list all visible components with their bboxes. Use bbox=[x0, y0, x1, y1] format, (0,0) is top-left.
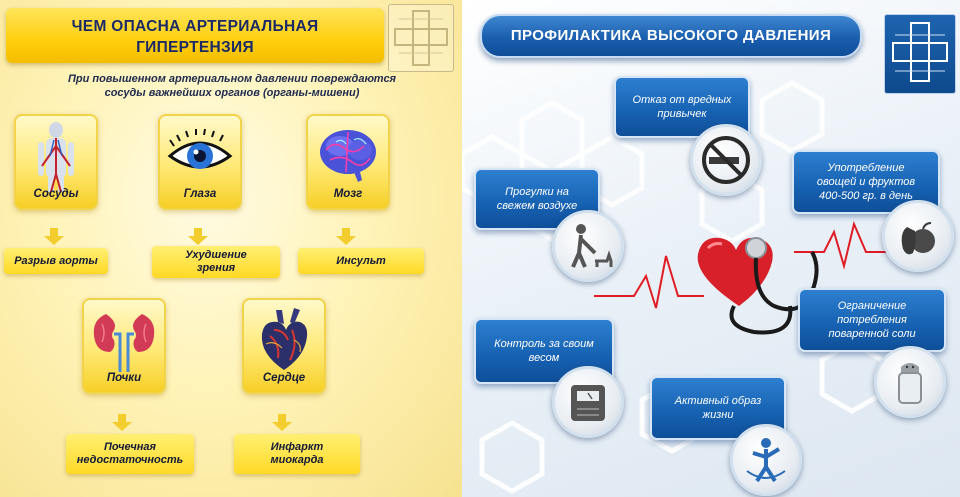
salt-shaker-icon bbox=[874, 346, 946, 418]
organ-label-brain: Мозг bbox=[333, 188, 363, 200]
item-text: весом bbox=[528, 352, 560, 364]
item-text: привычек bbox=[657, 108, 707, 120]
left-title-line1: ЧЕМ ОПАСНА АРТЕРИАЛЬНАЯ bbox=[71, 18, 319, 35]
organ-card-brain bbox=[306, 114, 390, 210]
fruit-vegetables-icon bbox=[882, 200, 954, 272]
result-text: миокарда bbox=[270, 454, 324, 466]
subtitle-line1: При повышенном артериальном давлении повреждаются bbox=[67, 73, 397, 85]
right-title-text: ПРОФИЛАКТИКА ВЫСОКОГО ДАВЛЕНИЯ bbox=[510, 27, 832, 44]
item-text: поваренной соли bbox=[828, 328, 916, 340]
result-aorta-rupture bbox=[4, 248, 108, 274]
subtitle-line2: сосуды важнейших органов (органы-мишени) bbox=[104, 87, 360, 99]
organ-card-eyes bbox=[158, 114, 242, 210]
right-title bbox=[480, 14, 862, 58]
result-text: зрения bbox=[196, 262, 236, 274]
item-text: 400-500 гр. в день bbox=[819, 190, 913, 202]
hypertension-dangers-panel bbox=[0, 0, 462, 497]
result-kidney-failure bbox=[66, 434, 194, 474]
organ-label-kidneys: Почки bbox=[106, 372, 142, 384]
item-text: Употребление bbox=[827, 162, 905, 174]
result-heart-attack bbox=[234, 434, 360, 474]
organ-card-vessels bbox=[14, 114, 98, 210]
result-text: недостаточность bbox=[76, 454, 184, 466]
health-center-logo bbox=[884, 14, 956, 94]
walking-person-icon bbox=[552, 210, 624, 282]
left-title bbox=[6, 8, 384, 63]
organ-card-heart bbox=[242, 298, 326, 394]
result-text: Ухудшение bbox=[185, 249, 247, 261]
result-text: Инсульт bbox=[336, 254, 386, 267]
result-text: Почечная bbox=[104, 441, 156, 453]
left-title-line2: ГИПЕРТЕНЗИЯ bbox=[136, 39, 254, 56]
result-text: Разрыв аорты bbox=[14, 254, 98, 267]
result-vision-loss bbox=[152, 246, 280, 278]
item-text: Прогулки на bbox=[505, 186, 569, 198]
item-text: Отказ от вредных bbox=[632, 94, 732, 106]
result-stroke bbox=[298, 248, 424, 274]
item-text: свежем воздухе bbox=[496, 200, 578, 212]
result-text: Инфаркт bbox=[270, 441, 324, 453]
organ-card-kidneys bbox=[82, 298, 166, 394]
no-smoking-icon bbox=[690, 124, 762, 196]
item-text: Контроль за своим bbox=[494, 338, 594, 350]
active-person-icon bbox=[730, 424, 802, 496]
organ-label-vessels: Сосуды bbox=[33, 188, 79, 200]
left-subtitle bbox=[40, 72, 424, 100]
organ-label-heart: Сердце bbox=[262, 372, 306, 384]
scale-icon bbox=[552, 366, 624, 438]
item-text: овощей и фруктов bbox=[816, 176, 916, 188]
organ-label-eyes: Глаза bbox=[183, 188, 217, 200]
health-center-logo bbox=[388, 4, 454, 72]
item-text: жизни bbox=[702, 409, 734, 421]
prevention-item-salt bbox=[798, 288, 946, 352]
prevention-panel bbox=[462, 0, 960, 497]
item-text: Активный образ bbox=[674, 395, 762, 407]
item-text: потребления bbox=[837, 314, 907, 326]
item-text: Ограничение bbox=[837, 300, 907, 312]
